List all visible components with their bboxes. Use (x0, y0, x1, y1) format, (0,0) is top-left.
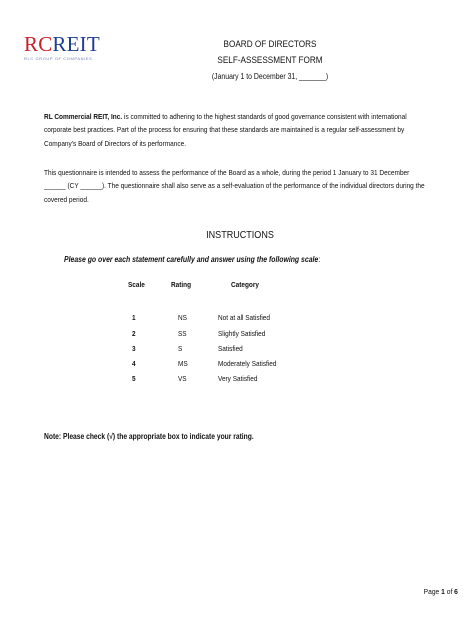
logo-subtext: RLC GROUP OF COMPANIES (24, 56, 93, 61)
company-logo (24, 34, 98, 61)
current-page: 1 (441, 587, 445, 596)
rating-category: Slightly Satisfied (218, 328, 266, 338)
header-scale: Scale (128, 280, 145, 289)
rating-category: Moderately Satisfied (218, 359, 277, 369)
total-pages: 6 (454, 587, 458, 596)
rating-code: SS (178, 328, 187, 338)
rating-category: Not at all Satisfied (218, 313, 270, 323)
scale-value: 2 (132, 328, 136, 338)
logo-reit-text: REIT (52, 32, 100, 56)
rating-code: NS (178, 313, 187, 323)
page-prefix: Page (423, 587, 442, 596)
instructions-subheading-colon: : (318, 255, 321, 264)
rating-code: MS (178, 359, 188, 369)
instructions-subheading (64, 255, 320, 264)
header-rating: Rating (171, 280, 192, 289)
logo-rc-text: RC (24, 32, 53, 56)
rating-category: Very Satisfied (218, 374, 258, 384)
purpose-paragraph: This questionnaire is intended to assess the performance of the Board as a whole, during the period 1 January to 31 December ______ (CY ______). The questionnaire shall also serve as a self-evaluation of the performance of the individual directors during the covered period. (44, 168, 425, 204)
rating-note: Note: Please check (√) the appropriate box to indicate your rating. (44, 432, 254, 441)
scale-value: 5 (132, 374, 136, 384)
rating-code: S (178, 343, 183, 353)
scale-value: 1 (132, 313, 136, 323)
instructions-heading: INSTRUCTIONS (206, 229, 274, 241)
page-of: of (444, 587, 455, 596)
intro-text: is committed to adhering to the highest standards of good governance consistent with international corporate best practices. Part of the process for ensuring that these standards are maintained is a regular self-assessment by Company's Board of Directors of its performance. (44, 112, 407, 148)
document-title-form: SELF-ASSESSMENT FORM (217, 55, 323, 66)
instructions-subheading-text: Please go over each statement carefully and answer using the following scale (64, 255, 319, 264)
scale-value: 4 (132, 359, 136, 369)
logo-wordmark (24, 34, 98, 54)
scale-value: 3 (132, 343, 136, 353)
company-name: RL Commercial REIT, Inc. (44, 112, 123, 121)
rating-category: Satisfied (218, 343, 243, 353)
page-number (424, 587, 458, 596)
document-period: (January 1 to December 31, _______) (211, 72, 329, 81)
document-title-board: BOARD OF DIRECTORS (223, 39, 317, 50)
rating-code: VS (178, 374, 187, 384)
intro-paragraph (44, 110, 427, 150)
header-category: Category (231, 280, 259, 289)
